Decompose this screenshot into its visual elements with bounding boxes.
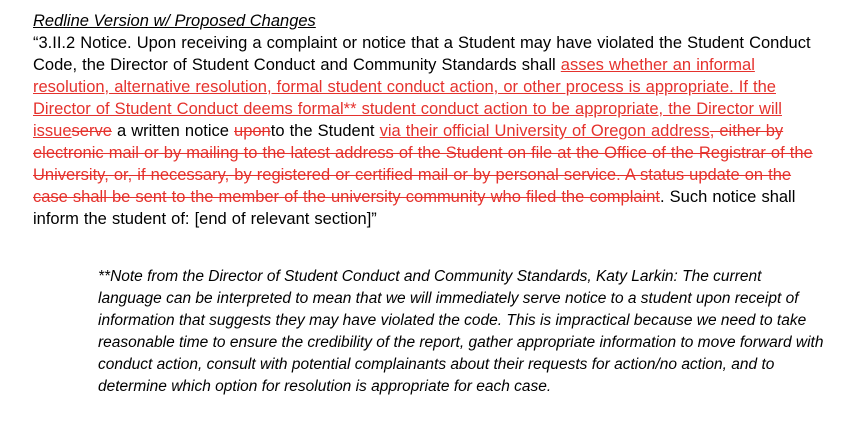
original-text-segment-1: “3.II.2 Notice. Upon receiving a complaint or notice that a Student may have violated the Student Conduct Code, the Director of Student Conduct and Community Standards shall [33, 34, 811, 74]
original-text-segment-2: a written notice [111, 122, 235, 140]
original-text-segment-4: . Such notice shall inform the student of: [end of relevant section]” [33, 188, 796, 228]
document-body [33, 10, 823, 230]
redline-paragraph [33, 32, 823, 230]
redline-heading: Redline Version w/ Proposed Changes [33, 12, 316, 30]
deleted-text-3: , either by electronic mail or by mailing to the latest address of the Student on file at the Office of the Registrar of the University, or, if necessary, by registered or certified mail or by personal service. A status update on the case shall be sent to the member of the university community who filed the complaint [33, 122, 813, 206]
deleted-text-1: serve [71, 122, 112, 140]
director-note: **Note from the Director of Student Conduct and Community Standards, Katy Larkin: The current language can be interpreted to mean that we will immediately serve notice to a student upon receipt of information that suggests they may have violated the code. This is impractical because we need to take reasonable time to ensure the credibility of the report, gather appropriate information to move forward with conduct action, consult with potential complainants about their requests for action/no action, and to determine which option for resolution is appropriate for each case. [98, 268, 824, 395]
deleted-text-2: upon [234, 122, 271, 140]
original-text-segment-3: to the Student [270, 122, 380, 140]
inserted-text-2: via their official University of Oregon address [379, 122, 710, 140]
inserted-text-1: asses whether an informal resolution, alternative resolution, formal student conduct action, or other process is appropriate. If the Director of Student Conduct deems formal** student conduct action to be appropriate, the Director will issue [33, 56, 782, 140]
